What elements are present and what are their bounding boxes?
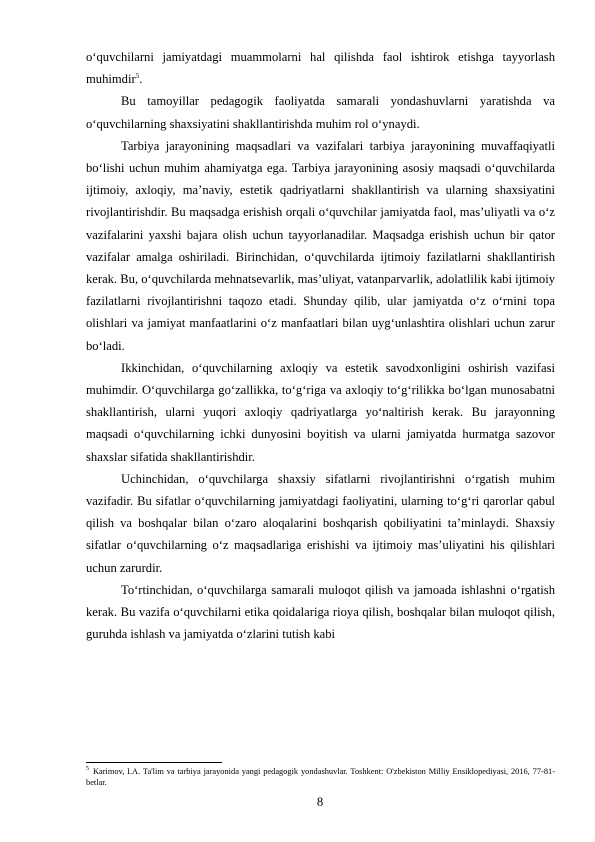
footnote-reference[interactable]: 5 bbox=[135, 72, 140, 81]
paragraph-1: o‘quvchilarni jamiyatdagi muammolarni hal qilishda faol ishtirok etishga tayyorlash muhimdir$^5$. bbox=[86, 50, 555, 87]
paragraph-4: Ikkinchidan, o‘quvchilarning axloqiy va estetik savodxonligini oshirish vazifasi muhimdir. O‘quvchilarga go‘zallikka, to‘g‘riga va axloqiy to‘g‘rilikka bo‘lgan munosabatni shakllantirish, ularni yuqori axloqiy qadriyatlarga yo‘naltirish kerak. Bu jarayonning maqsadi o‘quvchilarning ichki dunyosini boyitish va ularni jamiyatda hurmatga sazovor shaxslar sifatida shakllantirishdir. bbox=[86, 360, 555, 464]
footnote-text: Karimov, I.A. Ta'lim va tarbiya jarayonida yangi pedagogik yondashuvlar. Toshkent: O'zbekiston Milliy Ensiklopediyasi, 2016, 77-81-betlar. bbox=[86, 767, 555, 787]
paragraph-2: Bu tamoyillar pedagogik faoliyatda samarali yondashuvlarni yaratishda va o‘quvchilarning shaxsiyatini shakllantirishda muhim rol o‘ynaydi. bbox=[86, 94, 555, 131]
footnote bbox=[86, 766, 555, 788]
paragraph-3: Tarbiya jarayonining maqsadlari va vazifalari tarbiya jarayonining muvaffaqiyatli bo‘lishi uchun muhim ahamiyatga ega. Tarbiya jarayonining asosiy maqsadi o‘quvchilarda ijtimoiy, axloqiy, ma’naviy, estetik qadriyatlarni shakllantirish va ularning shaxsiyatini rivojlantirishdir. Bu maqsadga erishish orqali o‘quvchilar jamiyatda faol, mas’uliyatli va o‘z vazifalarini yaxshi bajara olish uchun tayyorlanadilar. Maqsadga erishish uchun bir qator vazifalar amalga oshiriladi. Birinchidan, o‘quvchilarda ijtimoiy fazilatlarni shakllantirish kerak. Bu, o‘quvchilarda mehnatsevarlik, mas’uliyat, vatanparvarlik, adolatlilik kabi ijtimoiy fazilatlarni rivojlantirishni taqozo etadi. Shunday qilib, ular jamiyatda o‘z o‘rnini topa olishlari va jamiyat manfaatlarini o‘z manfaatlari bilan uyg‘unlashtira olishlari uchun zarur bo‘ladi. bbox=[86, 138, 555, 353]
paragraph-5: Uchinchidan, o‘quvchilarga shaxsiy sifatlarni rivojlantirishni o‘rgatish muhim vazifadir. Bu sifatlar o‘quvchilarning jamiyatdagi faoliyatini, ularning to‘g‘ri qarorlar qabul qilish va boshqalar bilan o‘zaro aloqalarini boshqarish qobiliyatini ta’minlaydi. Shaxsiy sifatlar o‘quvchilarning o‘z maqsadlariga erishishi va ijtimoiy mas’uliyatini his qilishlari uchun zarurdir. bbox=[86, 471, 555, 575]
paragraph-1-text: o‘quvchilarni jamiyatdagi muammolarni hal qilishda faol ishtirok etishga tayyorlash muhimdir bbox=[86, 50, 555, 87]
page-number: 8 bbox=[316, 795, 324, 809]
footnote-separator bbox=[86, 762, 222, 763]
page-body bbox=[86, 46, 555, 645]
paragraph-6: To‘rtinchidan, o‘quvchilarga samarali muloqot qilish va jamoada ishlashni o‘rgatish kerak. Bu vazifa o‘quvchilarni etika qoidalariga rioya qilish, boshqalar bilan muloqot qilish, guruhda ishlash va jamiyatda o‘zlarini tutish kabi bbox=[86, 582, 555, 642]
footnote-mark: 5 bbox=[86, 766, 89, 773]
